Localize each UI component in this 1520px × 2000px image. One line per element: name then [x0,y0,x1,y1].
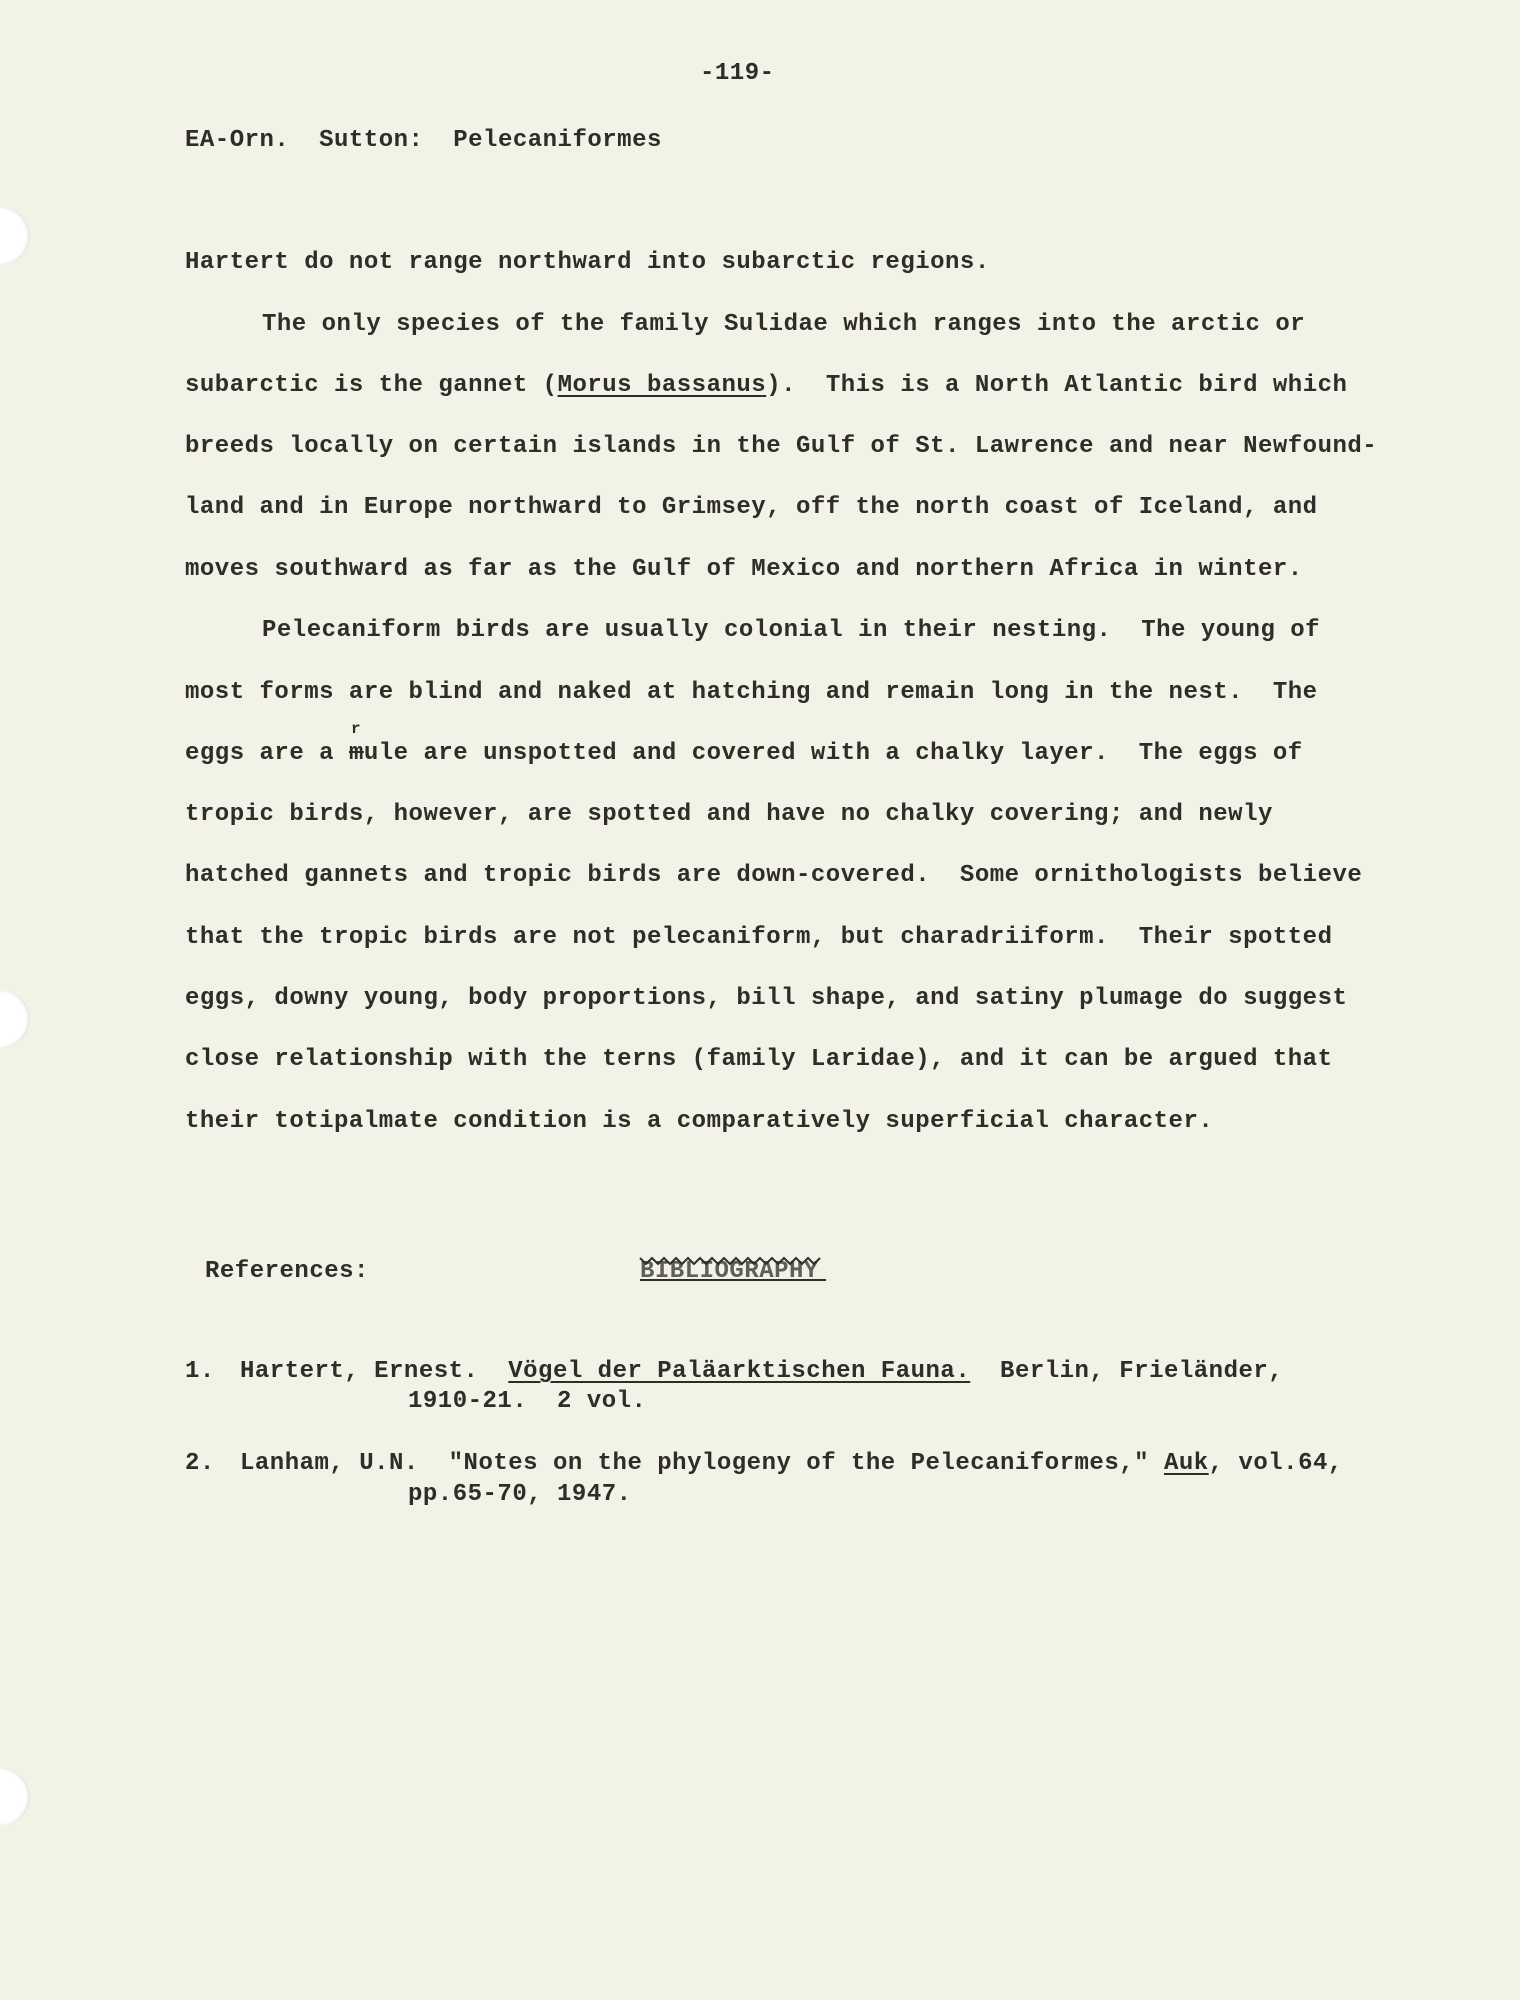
paragraph-line: their totipalmate condition is a comparatively superficial character. [185,1108,1214,1135]
page-number: -119- [700,60,775,87]
paragraph-line: most forms are blind and naked at hatching and remain long in the nest. The [185,679,1318,706]
reference-number: 2. [185,1450,215,1477]
paragraph-continuation: Hartert do not range northward into subarctic regions. [185,249,990,276]
strike-out-marks [638,1252,828,1282]
running-head: EA-Orn. Sutton: Pelecaniformes [185,127,662,154]
paragraph-line: hatched gannets and tropic birds are down-covered. Some ornithologists believe [185,862,1363,889]
reference-item: Hartert, Ernest. Vögel der Paläarktischen Fauna. Berlin, Frieländer, [240,1358,1284,1385]
paragraph-line: close relationship with the terns (family Laridae), and it can be argued that [185,1046,1333,1073]
binder-hole [0,1768,30,1826]
struck-letter: m [348,740,364,767]
paragraph-line: eggs are a m r ule are unspotted and covered with a chalky layer. The eggs of [185,720,1303,767]
paragraph-line: that the tropic birds are not pelecaniform, but charadriiform. Their spotted [185,924,1333,951]
reference-continuation: 1910-21. 2 vol. [408,1388,647,1415]
binder-hole [0,207,30,265]
reference-number: 1. [185,1358,215,1385]
journal-name: Auk [1163,1450,1209,1477]
paragraph-line: moves southward as far as the Gulf of Mexico and northern Africa in winter. [185,556,1303,583]
reference-item: Lanham, U.N. "Notes on the phylogeny of the Pelecaniformes," Auk, vol.64, [240,1450,1343,1477]
paragraph-line: eggs, downy young, body proportions, bill shape, and satiny plumage do suggest [185,985,1348,1012]
paragraph-line: The only species of the family Sulidae which ranges into the arctic or [262,311,1306,338]
inserted-letter: r [350,720,362,738]
reference-continuation: pp.65-70, 1947. [408,1481,632,1508]
paragraph-line: subarctic is the gannet (Morus bassanus). This is a North Atlantic bird which [185,372,1348,399]
paragraph-line: Pelecaniform birds are usually colonial in their nesting. The young of [262,617,1321,644]
paragraph-line: land and in Europe northward to Grimsey, off the north coast of Iceland, and [185,494,1318,521]
species-name: Morus bassanus [557,372,767,399]
reference-title: Vögel der Paläarktischen Fauna. [508,1358,971,1385]
binder-hole [0,990,30,1048]
paragraph-line: breeds locally on certain islands in the Gulf of St. Lawrence and near Newfound- [185,433,1378,460]
references-heading: References: [205,1258,369,1285]
paragraph-line: tropic birds, however, are spotted and have no chalky covering; and newly [185,801,1273,828]
struck-heading: BIBLIOGRAPHY [640,1258,819,1285]
